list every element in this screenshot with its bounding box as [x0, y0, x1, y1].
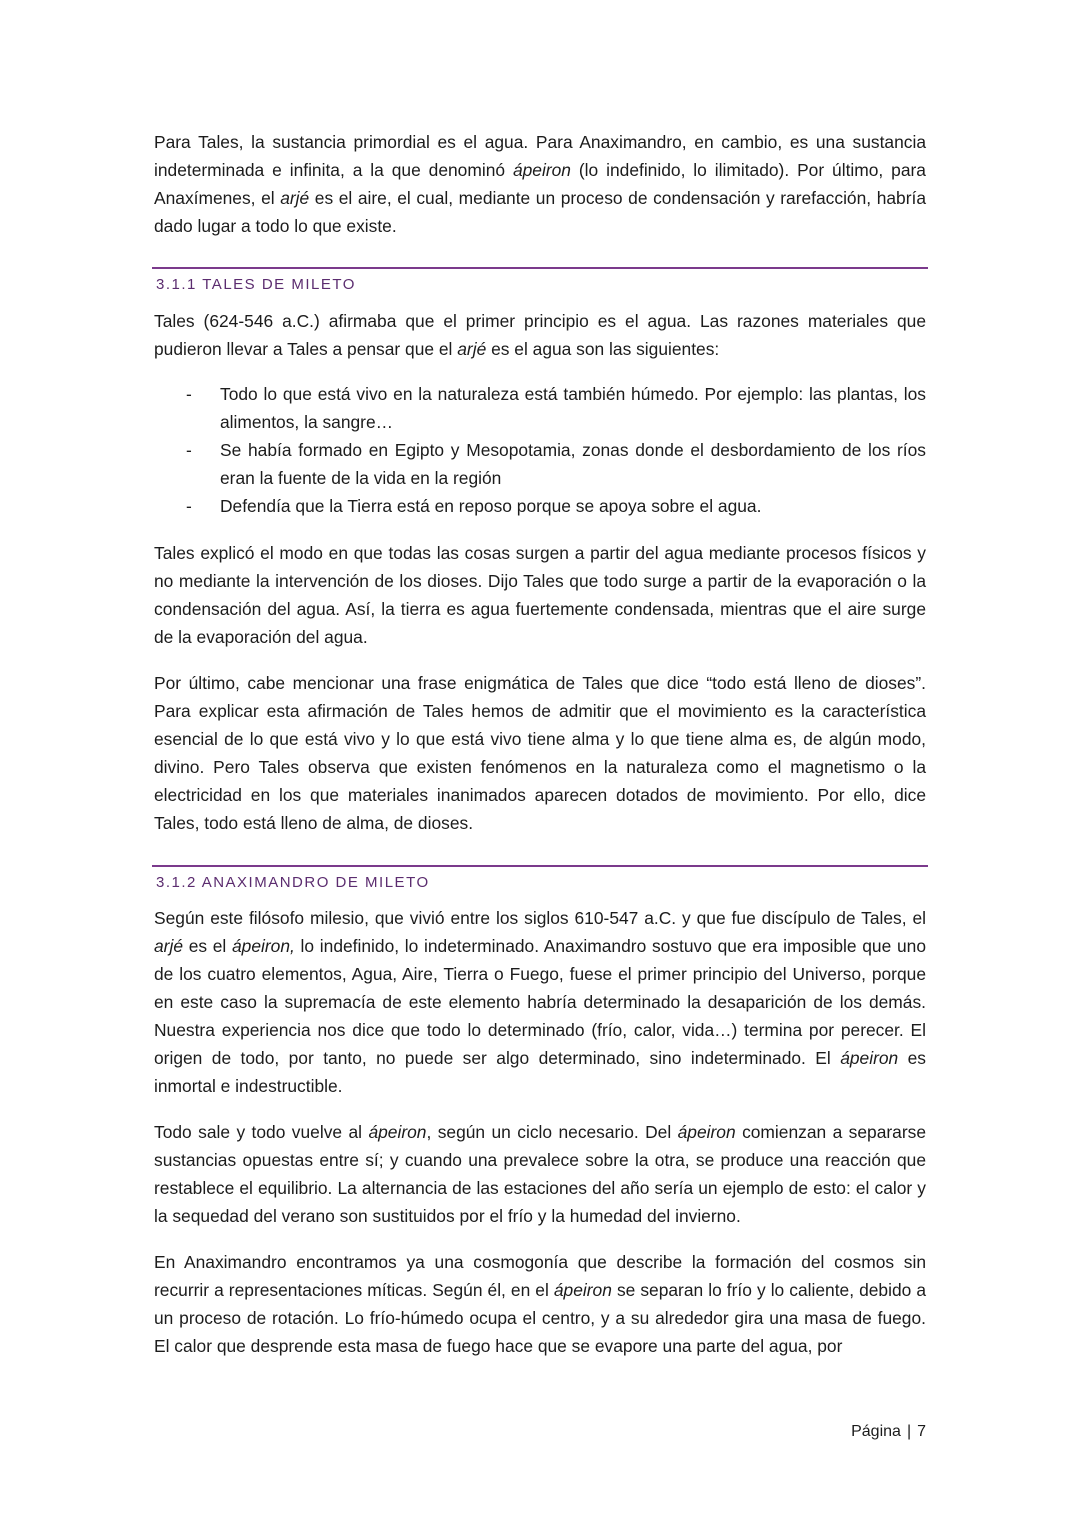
tales-paragraph-3: Por último, cabe mencionar una frase enigmática de Tales que dice “todo está lleno de dioses”. Para explicar esta afirmación de Tales hemos de admitir que el movimiento es la característica esencial de lo que está vivo y lo que está vivo tiene alma y lo que tiene alma es, de algún modo, divino. Pero Tales observa que existen fenómenos en la naturaleza como el magnetismo o la electricidad en los que materiales inanimados aparecen dotados de movimiento. Por ello, dice Tales, todo está lleno de alma, de dioses.	[154, 673, 926, 833]
anaximandro-paragraph-1: Según este filósofo milesio, que vivió entre los siglos 610-547 a.C. y que fue discípulo de Tales, el arjé es el ápeiron, lo indefinido, lo indeterminado. Anaximandro sostuvo que era imposible que uno de los cuatro elementos, Agua, Aire, Tierra o Fuego, fuese el primer principio del Universo, porque en este caso la supremacía de este elemento habría determinado la desaparición de los demás. Nuestra experiencia nos dice que todo lo determinado (frío, calor, vida…) termina por perecer. El origen de todo, por tanto, no puede ser algo determinado, sino indeterminado. El ápeiron es inmortal e indestructible.	[154, 908, 926, 1096]
tales-paragraph-2: Tales explicó el modo en que todas las cosas surgen a partir del agua mediante procesos físicos y no mediante la intervención de los dioses. Dijo Tales que todo surge a partir de la evaporación o la condensación del agua. Así, la tierra es agua fuertemente condensada, mientras que el aire surge de la evaporación del agua.	[154, 543, 926, 647]
italic-term: ápeiron	[368, 1122, 427, 1142]
list-dash: -	[186, 384, 192, 404]
tales-reasons-list	[154, 380, 926, 520]
page-footer	[851, 1418, 926, 1446]
anaximandro-paragraph-3: En Anaximandro encontramos ya una cosmogonía que describe la formación del cosmos sin recurrir a representaciones míticas. Según él, en el ápeiron se separan lo frío y lo caliente, debido a un proceso de rotación. Lo frío-húmedo ocupa el centro, y a su alrededor gira una masa de fuego. El calor que desprende esta masa de fuego hace que se evapore una parte del agua, por	[154, 1252, 927, 1356]
heading-anaximandro: 3.1.2 ANAXIMANDRO DE MILETO	[156, 874, 430, 891]
page-number: 7	[917, 1423, 926, 1440]
italic-term: ápeiron,	[232, 936, 295, 956]
italic-term: ápeiron	[840, 1048, 899, 1068]
italic-term: ápeiron	[553, 1280, 612, 1300]
list-item: - Se había formado en Egipto y Mesopotamia, zonas donde el desbordamiento de los ríos eran la fuente de la vida en la región	[154, 436, 926, 492]
italic-term: ápeiron	[512, 160, 571, 180]
anaximandro-paragraph-2: Todo sale y todo vuelve al ápeiron, según un ciclo necesario. Del ápeiron comienzan a separarse sustancias opuestas entre sí; y cuando una prevalece sobre la otra, se produce una reacción que restablece el equilibrio. La alternancia de las estaciones del año sería un ejemplo de esto: el calor y la sequedad del verano son sustituidos por el frío y la humedad del invierno.	[154, 1122, 927, 1226]
list-dash: -	[186, 440, 192, 460]
footer-label: Página	[851, 1423, 901, 1440]
footer-separator: |	[906, 1423, 912, 1440]
heading-tales: 3.1.1 TALES DE MILETO	[156, 276, 356, 293]
italic-term: arjé	[154, 936, 183, 956]
italic-term: arjé	[280, 188, 310, 208]
italic-term: arjé	[457, 339, 487, 359]
list-item: - Todo lo que está vivo en la naturaleza está también húmedo. Por ejemplo: las plantas, los alimentos, la sangre…	[154, 380, 926, 436]
tales-paragraph-1: Tales (624-546 a.C.) afirmaba que el primer principio es el agua. Las razones materiales que pudieron llevar a Tales a pensar que el arjé es el agua son las siguientes:	[154, 311, 926, 359]
list-dash: -	[186, 496, 192, 516]
list-item: - Defendía que la Tierra está en reposo porque se apoya sobre el agua.	[154, 492, 926, 520]
section-rule-tales	[152, 267, 928, 269]
italic-term: ápeiron	[677, 1122, 736, 1142]
section-rule-anaximandro	[152, 865, 928, 867]
intro-paragraph: Para Tales, la sustancia primordial es el agua. Para Anaximandro, en cambio, es una sustancia indeterminada e infinita, a la que denominó ápeiron (lo indefinido, lo ilimitado). Por último, para Anaxímenes, el arjé es el aire, el cual, mediante un proceso de condensación y rarefacción, habría dado lugar a todo lo que existe.	[154, 132, 927, 236]
